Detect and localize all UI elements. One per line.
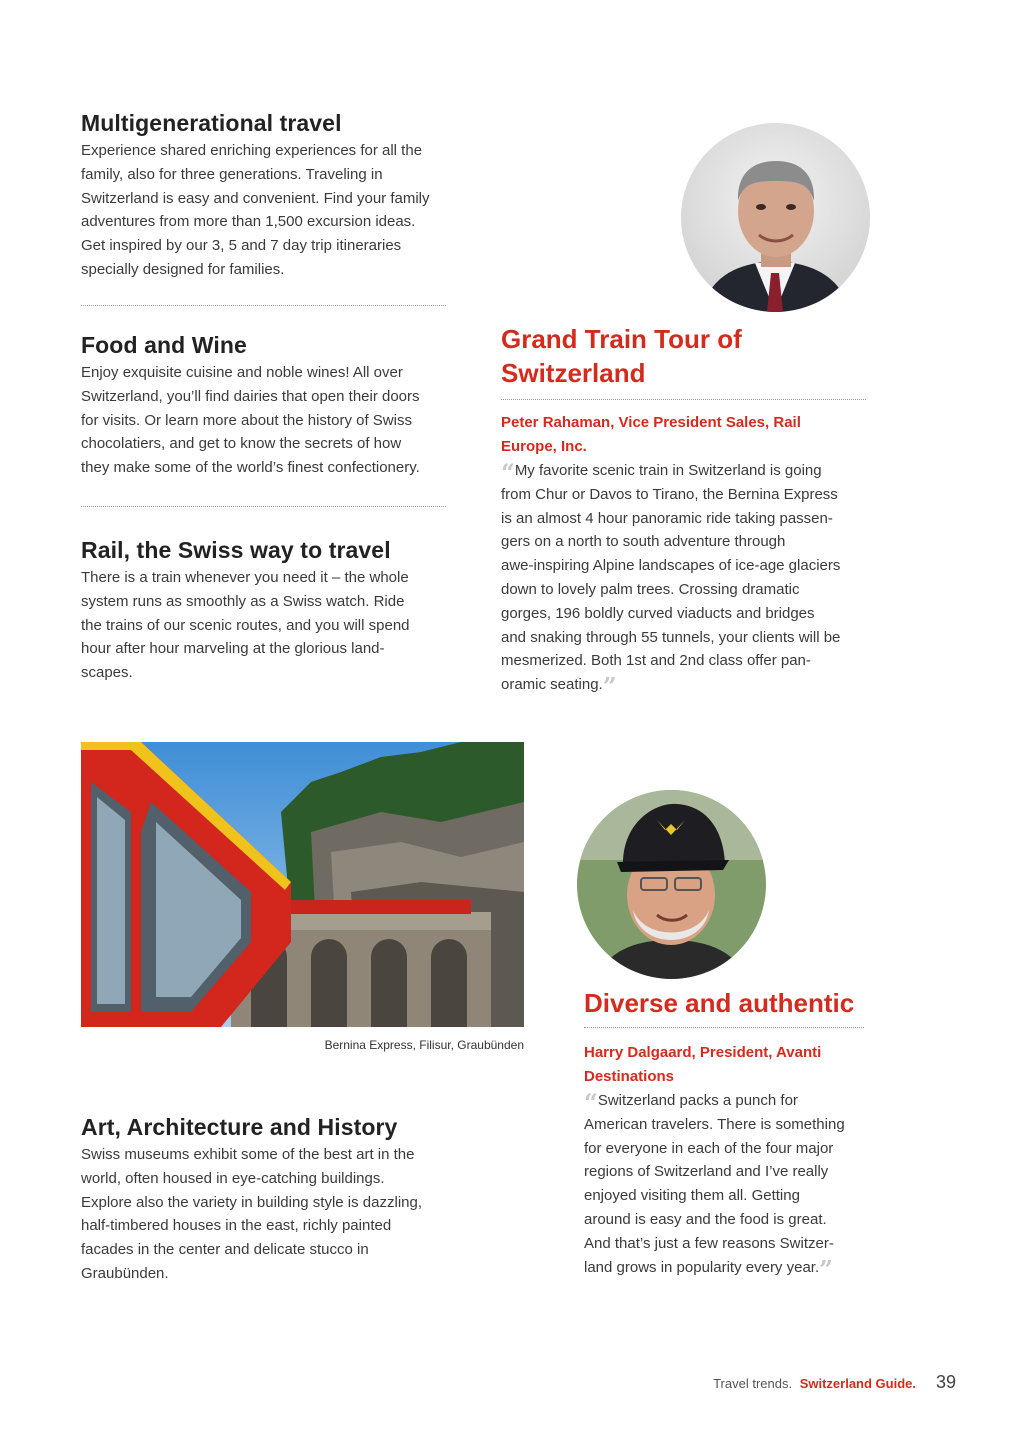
train-photo-illustration [81, 742, 524, 1027]
testimonial-diverse-body [584, 1041, 884, 1284]
section-body: Enjoy exquisite cuisine and noble wines! All over Switzerland, you’ll find dairies that open their doors for visits. Or learn more about the history of Swiss chocolatiers, and get to know the secrets of how they make some of the world’s finest confectionery. [81, 364, 420, 477]
section-title: Multigenerational travel [81, 110, 342, 136]
open-quote-icon: “ [501, 458, 515, 487]
portrait-peter-rahaman [681, 123, 870, 312]
testimonial-author: Peter Rahaman, Vice President Sales, Rail Europe, Inc. [501, 414, 801, 455]
testimonial-title: Grand Train Tour of Switzerland [501, 324, 742, 388]
photo-caption: Bernina Express, Filisur, Graubünden [324, 1038, 524, 1052]
testimonial-grand-body [501, 411, 871, 702]
section-body: There is a train whenever you need it – the whole system runs as smoothly as a Swiss watch. Ride the trains of our scenic routes, and you will spend hour after hour marveling at the glorious land- scapes. [81, 569, 410, 682]
footer-running-title [600, 1376, 916, 1391]
section-food-and-wine [81, 332, 461, 480]
testimonial-diverse-authentic [584, 986, 884, 1020]
divider [81, 506, 446, 507]
section-rail [81, 537, 461, 685]
footer-guide: Switzerland Guide. [799, 1376, 916, 1391]
section-title: Food and Wine [81, 332, 247, 358]
testimonial-grand-train-tour [501, 322, 871, 390]
section-multigenerational [81, 110, 461, 282]
portrait-illustration [577, 790, 766, 979]
open-quote-icon: “ [584, 1088, 598, 1117]
section-art-architecture-history [81, 1114, 461, 1286]
testimonial-quote: “My favorite scenic train in Switzerland is going from Chur or Davos to Tirano, the Bernina Express is an almost 4 hour panoramic ride taking passen- gers on a north to south adventure through awe-inspiring Alpine landscapes of ice-age glaciers down to lovely palm trees. Crossing dramatic gorges, 196 boldly curved viaducts and bridges and snaking through 55 tunnels, your clients will be mesmerized. Both 1st and 2nd class offer pan- oramic seating.” [501, 458, 841, 702]
divider [81, 305, 446, 306]
section-title: Rail, the Swiss way to travel [81, 537, 391, 563]
divider [584, 1027, 864, 1028]
section-body: Experience shared enriching experiences for all the family, also for three generations. Traveling in Switzerland is easy and convenient. Find your family adventures from more than 1,500 excursion ideas. Get inspired by our 3, 5 and 7 day trip itineraries specially designed for families. [81, 142, 430, 278]
testimonial-title: Diverse and authentic [584, 988, 855, 1018]
portrait-harry-dalgaard [577, 790, 766, 979]
testimonial-quote: “Switzerland packs a punch for American travelers. There is something for everyone in each of the four major regions of Switzerland and I’ve really enjoyed visiting them all. Getting around is easy and the food is great. And that’s just a few reasons Switzer- land grows in popularity every year.” [584, 1088, 845, 1284]
footer-section: Travel trends. [713, 1376, 793, 1391]
section-title: Art, Architecture and History [81, 1114, 398, 1140]
section-body: Swiss museums exhibit some of the best art in the world, often housed in eye-catching buildings. Explore also the variety in building style is dazzling, half-timbered houses in the east, richly painted facades in the center and delicate stucco in Graubünden. [81, 1146, 423, 1282]
close-quote-icon: ” [602, 672, 617, 702]
portrait-illustration [681, 123, 870, 312]
close-quote-icon: ” [819, 1254, 833, 1284]
photo-bernina-express [81, 742, 524, 1027]
testimonial-author: Harry Dalgaard, President, Avanti Destinations [584, 1044, 822, 1085]
divider [501, 399, 866, 400]
page-number: 39 [936, 1372, 957, 1392]
